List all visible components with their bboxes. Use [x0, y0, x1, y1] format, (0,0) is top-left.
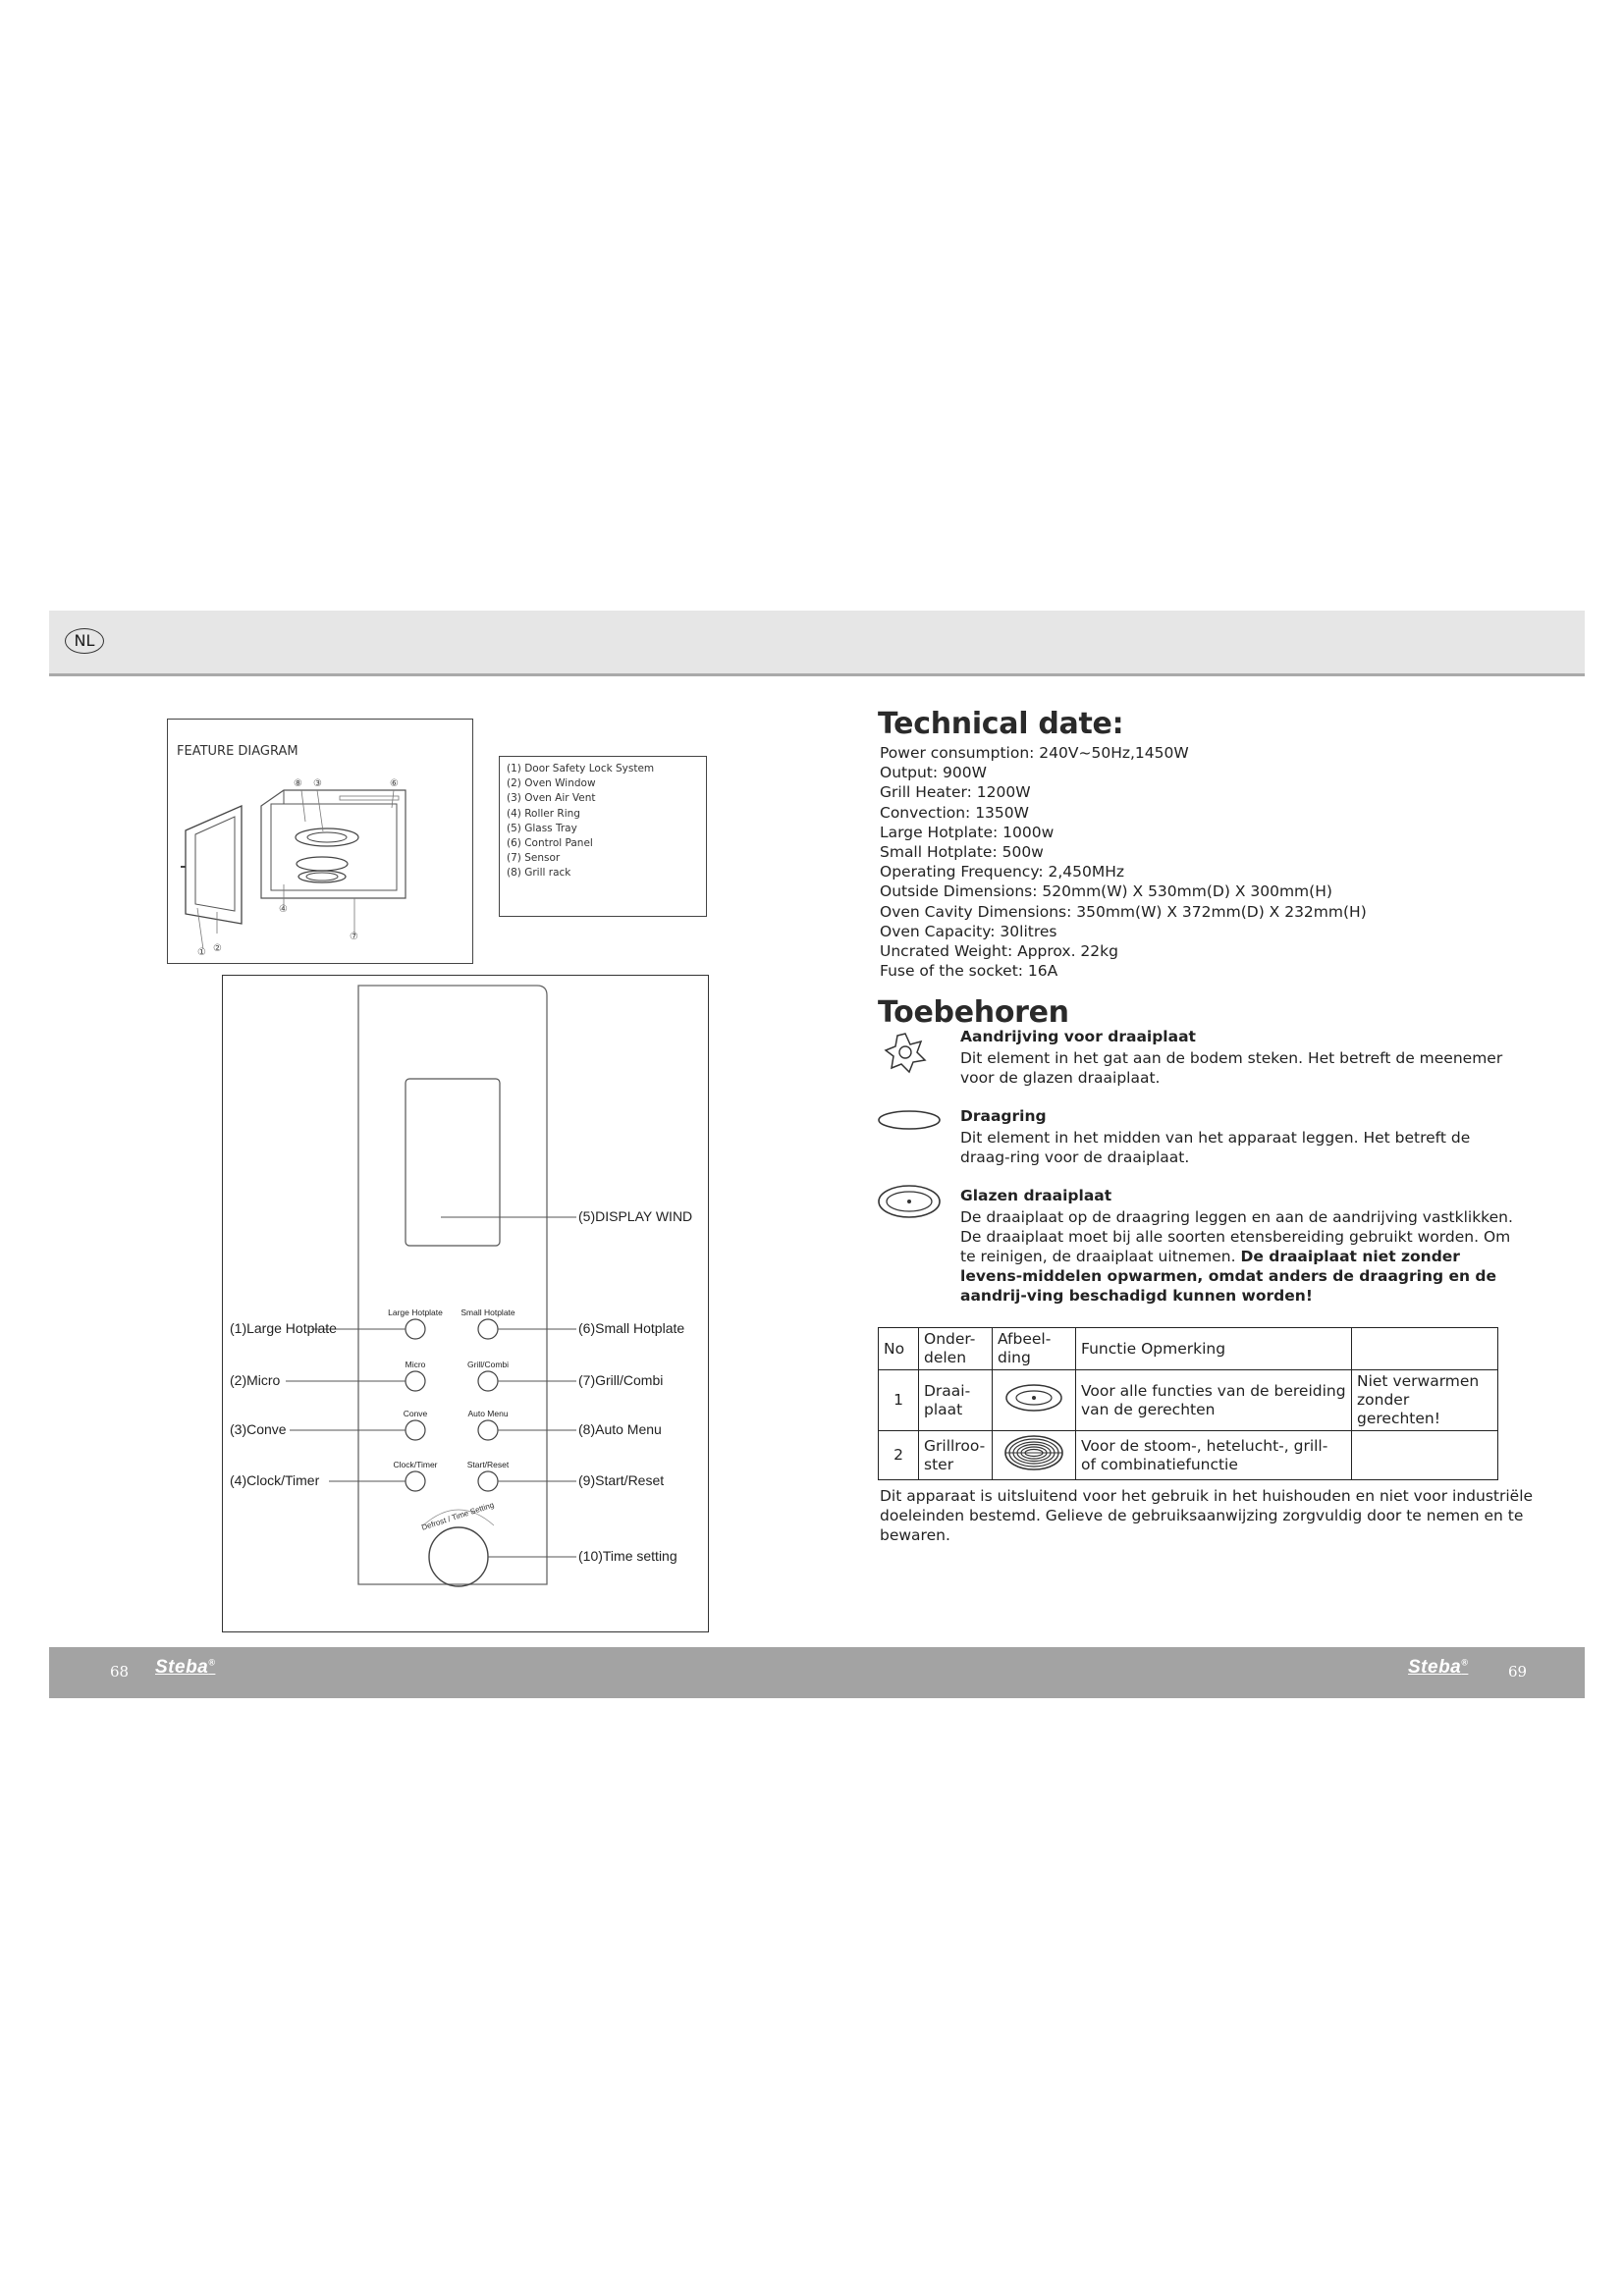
- plate-icon: [1003, 1382, 1064, 1414]
- large-hotplate-small-label: Large Hotplate: [388, 1308, 443, 1317]
- brand-logo-right: [1408, 1657, 1468, 1679]
- cell-remark: [1352, 1431, 1498, 1480]
- auto-menu-label: (8)Auto Menu: [578, 1421, 662, 1437]
- cell-part: Grillroo-ster: [919, 1431, 993, 1480]
- cell-no: 2: [879, 1431, 919, 1480]
- legend-item: (2) Oven Window: [507, 777, 596, 790]
- accessory-name: Draagring: [960, 1107, 1047, 1125]
- header-function: Functie Opmerking: [1076, 1328, 1352, 1370]
- legend-item: (8) Grill rack: [507, 867, 571, 880]
- auto-menu-small-label: Auto Menu: [467, 1409, 509, 1418]
- spec-item: Outside Dimensions: 520mm(W) X 530mm(D) X 300mm(H): [880, 882, 1332, 901]
- header-image: Afbeel-ding: [993, 1328, 1076, 1370]
- marker-7: ⑦: [350, 932, 358, 942]
- header-bar: [49, 611, 1585, 676]
- technical-specs: [880, 743, 1367, 981]
- feature-diagram-title: FEATURE DIAGRAM: [177, 744, 298, 759]
- page-number-left: 68: [110, 1663, 130, 1681]
- feature-legend: [507, 762, 654, 881]
- glass-tray-icon: [876, 1182, 943, 1221]
- brand-name: Steba: [155, 1657, 209, 1678]
- display-window-label: (5)DISPLAY WIND: [578, 1208, 693, 1224]
- time-setting-label: (10)Time setting: [578, 1548, 677, 1564]
- table-header-row: [879, 1328, 1498, 1370]
- spec-item: Operating Frequency: 2,450MHz: [880, 863, 1125, 881]
- page-number-right: 69: [1508, 1663, 1528, 1681]
- marker-2: ②: [213, 943, 222, 954]
- accessory-name: Aandrijving voor draaiplaat: [960, 1028, 1196, 1045]
- header-remark: [1352, 1328, 1498, 1370]
- spec-item: Oven Capacity: 30litres: [880, 922, 1057, 940]
- legend-item: (7) Sensor: [507, 852, 561, 865]
- table-row: [879, 1431, 1498, 1480]
- grill-combi-label: (7)Grill/Combi: [578, 1372, 664, 1388]
- grill-combi-small-label: Grill/Combi: [466, 1360, 510, 1369]
- spec-item: Grill Heater: 1200W: [880, 783, 1031, 802]
- cell-part: Draai-plaat: [919, 1370, 993, 1431]
- accessory-name: Glazen draaiplaat: [960, 1187, 1112, 1204]
- marker-3: ③: [313, 778, 322, 789]
- cell-no: 1: [879, 1370, 919, 1431]
- cell-remark: Niet verwarmen zonder gerechten!: [1352, 1370, 1498, 1431]
- footer-bar: [49, 1647, 1585, 1698]
- large-hotplate-label: (1)Large Hotplate: [230, 1320, 337, 1336]
- legend-item: (1) Door Safety Lock System: [507, 763, 655, 774]
- roller-ring-icon: [876, 1107, 943, 1133]
- marker-4: ④: [279, 904, 288, 915]
- marker-8: ⑧: [294, 778, 302, 789]
- small-hotplate-label: (6)Small Hotplate: [578, 1320, 685, 1336]
- spec-item: Fuse of the socket: 16A: [880, 962, 1058, 981]
- clock-timer-small-label: Clock/Timer: [393, 1460, 438, 1469]
- legend-item: (5) Glass Tray: [507, 822, 577, 834]
- accessories-title: Toebehoren: [878, 995, 1069, 1030]
- brand-mark: ®: [208, 1657, 216, 1668]
- spec-item: Small Hotplate: 500w: [880, 843, 1044, 862]
- brand-mark: ®: [1461, 1657, 1469, 1668]
- technical-title: Technical date:: [878, 707, 1124, 741]
- legend-item: (6) Control Panel: [507, 837, 593, 850]
- brand-logo-left: [155, 1657, 215, 1679]
- header-part: Onder-delen: [919, 1328, 993, 1370]
- legend-item: (3) Oven Air Vent: [507, 792, 596, 805]
- spec-item: Convection: 1350W: [880, 803, 1029, 822]
- cell-function: Voor alle functies van de bereiding van de gerechten: [1076, 1370, 1352, 1431]
- small-hotplate-small-label: Small Hotplate: [460, 1308, 515, 1317]
- accessory-desc: Dit element in het gat aan de bodem steken. Het betreft de meenemer voor de glazen draaiplaat.: [960, 1049, 1503, 1087]
- grill-rack-icon: [1002, 1433, 1065, 1472]
- control-panel-diagram: [222, 975, 709, 1632]
- start-reset-label: (9)Start/Reset: [578, 1472, 665, 1488]
- knob-caption: Defrost / Time Setting: [420, 1500, 496, 1532]
- brand-name: Steba: [1408, 1657, 1462, 1678]
- accessory-warning: De draaiplaat niet zonder levens-middelen opwarmen, omdat anders de draagring en de aandrij-ving beschadigd kunnen worden!: [960, 1248, 1497, 1305]
- spec-item: Output: 900W: [880, 764, 987, 782]
- clock-timer-label: (4)Clock/Timer: [230, 1472, 320, 1488]
- table-row: [879, 1370, 1498, 1431]
- legend-item: (4) Roller Ring: [507, 807, 580, 820]
- spec-item: Oven Cavity Dimensions: 350mm(W) X 372mm(D) X 232mm(H): [880, 902, 1367, 921]
- cell-image: [993, 1370, 1076, 1431]
- start-reset-small-label: Start/Reset: [466, 1460, 510, 1469]
- header-no: No: [879, 1328, 919, 1370]
- micro-small-label: Micro: [405, 1360, 426, 1369]
- marker-1: ①: [197, 947, 206, 958]
- spec-item: Uncrated Weight: Approx. 22kg: [880, 942, 1118, 961]
- conve-small-label: Conve: [403, 1409, 428, 1418]
- spec-item: Power consumption: 240V~50Hz,1450W: [880, 744, 1189, 762]
- marker-6: ⑥: [390, 778, 399, 789]
- closing-text: Dit apparaat is uitsluitend voor het gebruik in het huishouden en niet voor industriële doeleinden bestemd. Gelieve de gebruiksaanwijzing zorgvuldig door te nemen en te bewaren.: [880, 1487, 1534, 1544]
- accessory-desc: Dit element in het midden van het apparaat leggen. Het betreft de draag-ring voor de draaiplaat.: [960, 1129, 1471, 1166]
- parts-table: [878, 1327, 1498, 1480]
- spec-item: Large Hotplate: 1000w: [880, 823, 1055, 841]
- coupler-icon: [884, 1031, 927, 1074]
- cell-image: [993, 1431, 1076, 1480]
- accessory-desc-text: De draaiplaat op de draagring leggen en aan de aandrijving vastklikken. De draaiplaat moet bij alle soorten etensbereiding gebruikt worden. Om te reinigen, de draaiplaat uitnemen.: [960, 1208, 1513, 1265]
- accessory-desc: [960, 1207, 1520, 1306]
- language-badge: NL: [65, 628, 104, 654]
- control-panel-illustration: [223, 976, 708, 1631]
- micro-label: (2)Micro: [230, 1372, 281, 1388]
- conve-label: (3)Conve: [230, 1421, 287, 1437]
- cell-function: Voor de stoom-, hetelucht-, grill- of combinatiefunctie: [1076, 1431, 1352, 1480]
